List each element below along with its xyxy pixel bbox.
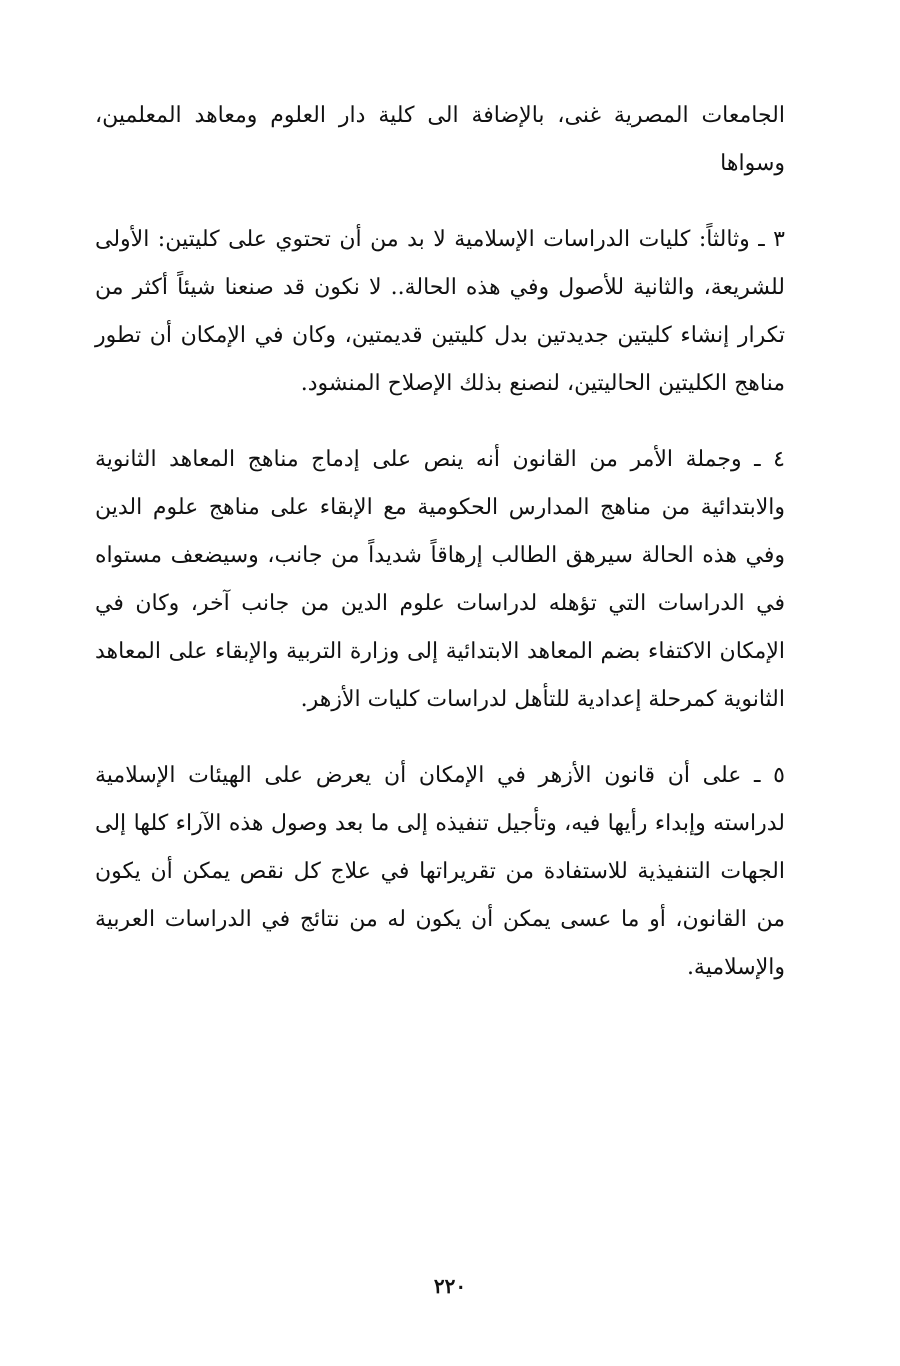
page-number: ٢٢٠ [433, 1274, 467, 1298]
paragraph-4: ٤ ـ وجملة الأمر من القانون أنه ينص على إدماج مناهج المعاهد الثانوية والابتدائية من مناهج المدارس الحكومية مع الإبقاء على مناهج علوم الدين وفي هذه الحالة سيرهق الطالب إرهاقاً شديداً من جانب، وسيضعف مستواه في الدراسات التي تؤهله لدراسات علوم الدين من جانب آخر، وكان في الإمكان الاكتفاء بضم المعاهد الابتدائية إلى وزارة التربية والإبقاء على المعاهد الثانوية كمرحلة إعدادية للتأهل لدراسات كليات الأزهر. [95, 447, 785, 712]
page-body-text [95, 92, 785, 1020]
paragraph-3: ٣ ـ وثالثاً: كليات الدراسات الإسلامية لا بد من أن تحتوي على كليتين: الأولى للشريعة، والثانية للأصول وفي هذه الحالة.. لا نكون قد صنعنا شيئاً أكثر من تكرار إنشاء كليتين جديدتين بدل كليتين قديمتين، وكان في الإمكان أن تطور مناهج الكليتين الحاليتين، لنصنع بذلك الإصلاح المنشود. [95, 227, 785, 396]
paragraph-5: ٥ ـ على أن قانون الأزهر في الإمكان أن يعرض على الهيئات الإسلامية لدراسته وإبداء رأيها فيه، وتأجيل تنفيذه إلى ما بعد وصول هذه الآراء كلها إلى الجهات التنفيذية للاستفادة من تقريراتها في علاج كل نقص يمكن أن يكون من القانون، أو ما عسى يمكن أن يكون له من نتائج في الدراسات العربية والإسلامية. [95, 763, 785, 980]
paragraph-continuation: الجامعات المصرية غنى، بالإضافة الى كلية دار العلوم ومعاهد المعلمين، وسواها [95, 103, 785, 176]
